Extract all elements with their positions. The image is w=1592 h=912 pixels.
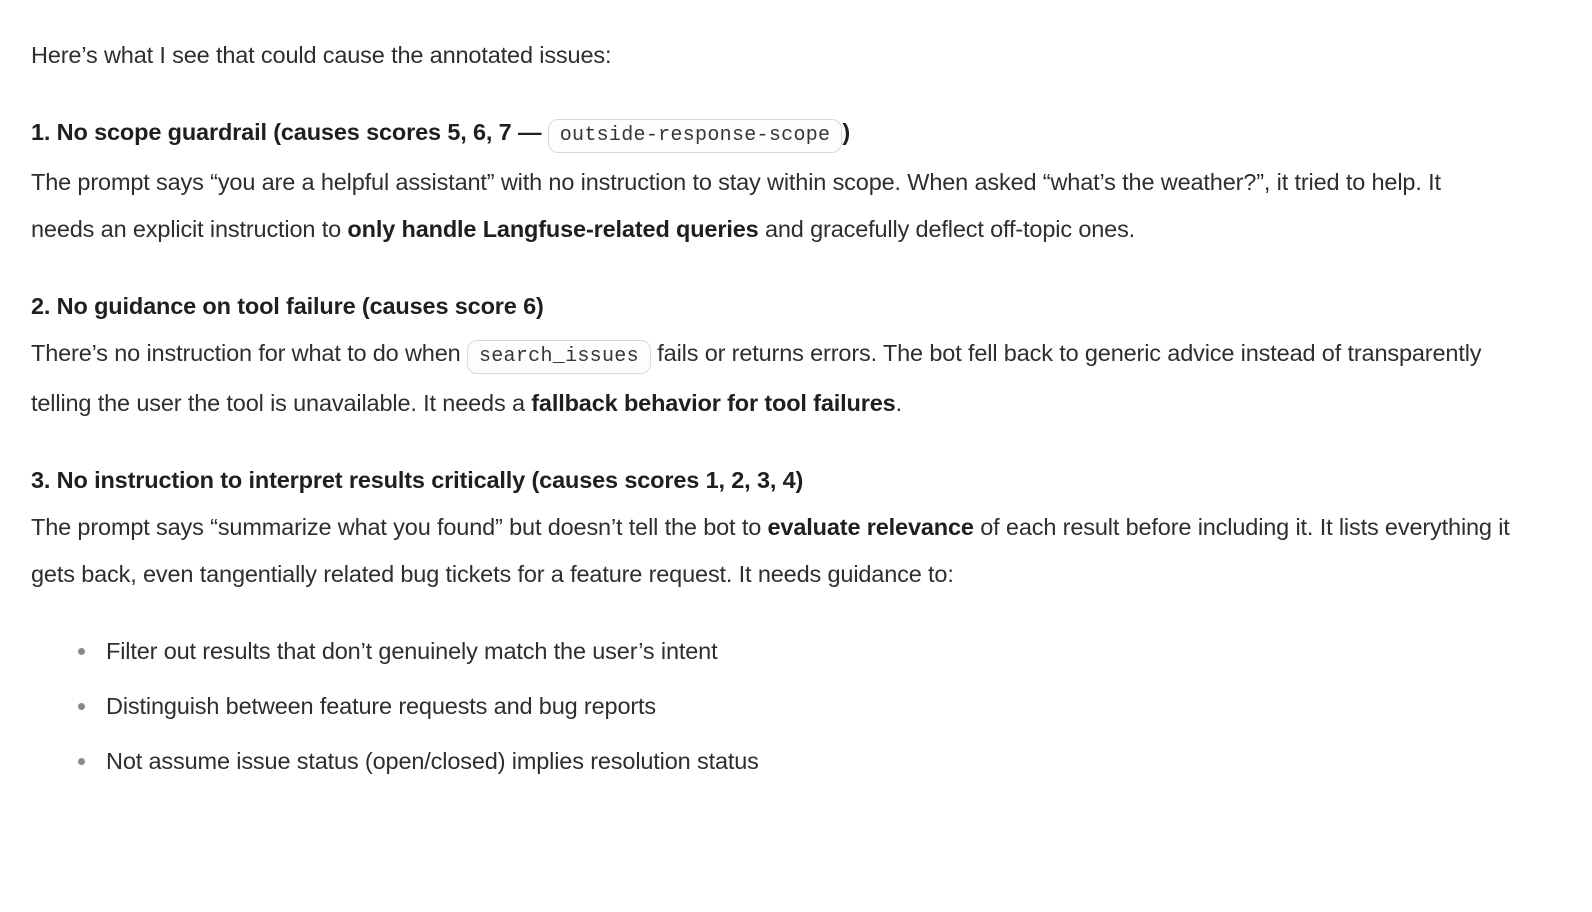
section-tool-failure [31, 283, 1510, 427]
list-item-text: Filter out results that don’t genuinely match the user’s intent [106, 638, 718, 664]
list-item [106, 683, 1510, 730]
section-1-heading-close-paren: ) [842, 119, 851, 145]
section-interpret-results [31, 457, 1510, 598]
section-1-body-bold: only handle Langfuse-related queries [347, 216, 759, 242]
section-1-body-text: The prompt says “you are a helpful assistant” with no instruction to stay within scope. When asked “what’s the weather?”, it tried to help. It needs an explicit instruction to [31, 169, 1441, 242]
section-scope-guardrail [31, 109, 1510, 253]
section-2-body-bold: fallback behavior for tool failures [531, 390, 896, 416]
inline-code-search-issues: search_issues [467, 340, 651, 374]
intro-text: Here’s what I see that could cause the annotated issues: [31, 42, 612, 68]
bullet-dot-icon [78, 703, 85, 710]
section-3-body-text-end: of each result before including it. It lists everything it gets back, even tangentially related bug tickets for a feature request. It needs guidance to: [31, 514, 1510, 587]
section-3-heading: 3. No instruction to interpret results critically (causes scores 1, 2, 3, 4) [31, 467, 804, 493]
section-2-body-period: . [895, 390, 902, 416]
list-item-text: Distinguish between feature requests and bug reports [106, 693, 657, 719]
section-1-body [31, 159, 1510, 253]
list-item [106, 628, 1510, 675]
section-2-body [31, 330, 1510, 427]
section-3-body-bold: evaluate relevance [767, 514, 974, 540]
section-1-heading-text: 1. No scope guardrail (causes scores 5, 6, 7 — [31, 119, 548, 145]
section-2-body-text: There’s no instruction for what to do when [31, 340, 467, 366]
section-3-body [31, 504, 1510, 598]
section-3-body-text: The prompt says “summarize what you found” but doesn’t tell the bot to [31, 514, 768, 540]
section-1-body-text-end: and gracefully deflect off-topic ones. [758, 216, 1136, 242]
guidance-bullet-list [31, 628, 1510, 785]
bullet-dot-icon [78, 648, 85, 655]
section-2-body-text-mid: fails or returns errors. The bot fell back to generic advice instead of transparently telling the user the tool is unavailable. It needs a [31, 340, 1482, 416]
section-1-heading [31, 109, 1510, 159]
list-item-text: Not assume issue status (open/closed) implies resolution status [106, 748, 759, 774]
intro-paragraph [31, 32, 1510, 79]
bullet-dot-icon [78, 758, 85, 765]
list-item [106, 738, 1510, 785]
inline-code-outside-response-scope: outside-response-scope [548, 119, 843, 153]
section-2-heading: 2. No guidance on tool failure (causes score 6) [31, 293, 544, 319]
